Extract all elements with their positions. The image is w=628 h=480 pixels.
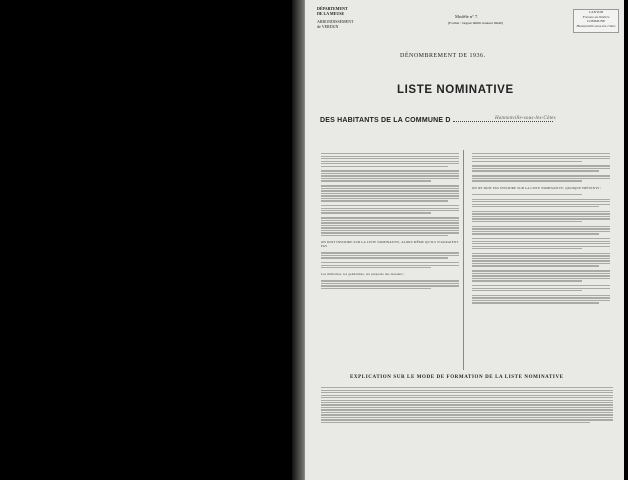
text-block xyxy=(472,253,610,267)
arrondissement-label: ARRONDISSEMENT xyxy=(317,19,354,24)
subtitle-text: DES HABITANTS DE LA COMMUNE D xyxy=(320,117,451,124)
arrondissement-name: de VERDUN xyxy=(317,24,339,29)
explanation-text xyxy=(321,386,613,427)
commune-fill-line xyxy=(453,121,553,122)
text-block xyxy=(321,262,459,268)
document-page xyxy=(305,0,624,480)
text-block xyxy=(321,217,459,236)
commune-handwritten: Hannonville-sous-les-Côtes xyxy=(495,116,556,121)
text-block xyxy=(321,280,459,289)
instructions-left-column xyxy=(321,152,459,293)
text-block xyxy=(472,295,610,304)
text-block xyxy=(472,165,610,171)
page-title: LISTE NOMINATIVE xyxy=(397,84,514,96)
caps-heading: ON DOIT INSCRIRE SUR LA LISTE NOMINATIVE, ALORS MÊME QU'ILS N'AURAIENT PAS xyxy=(321,240,459,249)
text-block xyxy=(472,194,610,195)
text-block xyxy=(472,211,610,222)
text-block xyxy=(472,175,610,181)
caps-line: Les militaires, les gendarmes, les préposés des douanes ; xyxy=(321,272,405,277)
department-block xyxy=(317,6,353,29)
text-block xyxy=(472,270,610,281)
scan-edge xyxy=(624,0,628,480)
commune-subtitle xyxy=(320,116,556,124)
text-block xyxy=(472,199,610,208)
stamp-commune-name: Hannonville-sous-les-Côtes xyxy=(576,23,616,28)
caps-heading: ON NE DOIT PAS INSCRIRE SUR LA LISTE NOMINATIVE, QUOIQUE PRÉSENTS : xyxy=(472,185,602,190)
canton-commune-stamp xyxy=(573,9,619,33)
department-label: DÉPARTEMENT xyxy=(317,6,348,11)
text-block xyxy=(472,226,610,235)
text-block xyxy=(472,285,610,291)
stamp-canton-label: CANTON xyxy=(588,10,604,14)
department-name: DE LA MEUSE xyxy=(317,11,345,16)
section-heading: EXPLICATION SUR LE MODE DE FORMATION DE LA LISTE NOMINATIVE xyxy=(350,375,564,380)
text-block xyxy=(321,205,459,214)
denombrement-heading: DÉNOMBREMENT DE 1936. xyxy=(400,53,486,59)
text-block xyxy=(472,238,610,249)
text-block xyxy=(321,185,459,201)
modele-number: Modèle n° 7. xyxy=(455,14,479,19)
text-block xyxy=(321,170,459,181)
text-block xyxy=(472,153,610,162)
instructions-right-column xyxy=(472,152,610,307)
stamp-canton-name: Fresnes-en-Woëvre xyxy=(582,14,610,19)
modele-format-note: (Format : largeur 0m60, hauteur 0m40) xyxy=(448,21,503,25)
text-block xyxy=(321,153,459,167)
column-divider xyxy=(463,150,464,370)
text-block xyxy=(321,252,459,258)
stamp-commune-label: COMMUNE xyxy=(586,19,606,23)
